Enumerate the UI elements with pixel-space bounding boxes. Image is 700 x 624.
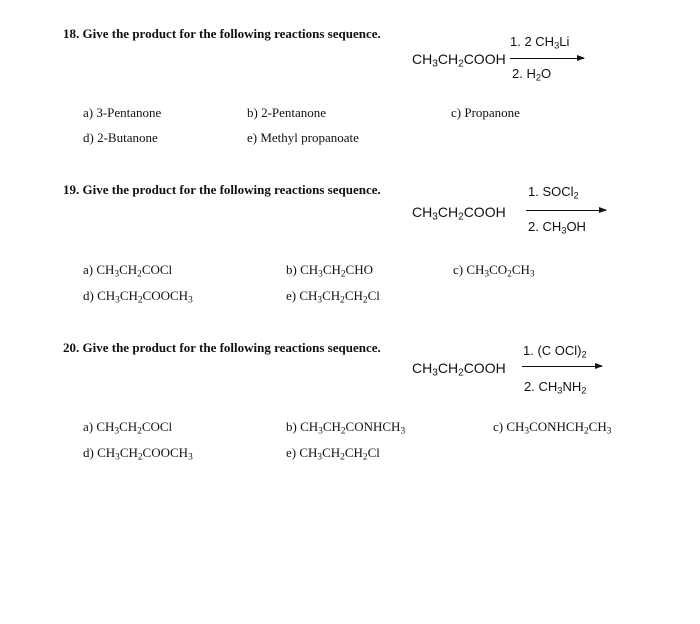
q20-option-b: b) $CH_3CH_2CONHCH_3$ — [286, 419, 406, 437]
q19-option-a: a) $CH_3CH_2COCl$ — [83, 262, 173, 280]
q19-option-d: d) $CH_3CH_2COOCH_3$ — [83, 288, 193, 306]
question-19-title: 19. Give the product for the following reactions sequence. — [63, 182, 381, 197]
q20-condition-1: 1. (C $OCl)_2$ — [523, 343, 587, 360]
q18-reactant: $CH_3CH_2COOH$ — [412, 51, 506, 70]
q20-option-d: d) $CH_3CH_2COOCH_3$ — [83, 445, 193, 463]
q18-reaction-arrow — [510, 58, 584, 59]
q20-option-c: c) $CH_3CONHCH_2CH_3$ — [493, 419, 612, 437]
q19-reaction-arrow — [526, 210, 606, 211]
q19-reactant: $CH_3CH_2COOH$ — [412, 204, 506, 223]
q19-option-c: c) $CH_3CO_2CH_3$ — [453, 262, 535, 280]
q20-option-a: a) $CH_3CH_2COCl$ — [83, 419, 173, 437]
q18-condition-1: 1. 2 $CH_3Li$ — [510, 34, 570, 51]
q20-condition-2: 2. $CH_3NH_2$ — [524, 379, 587, 396]
q20-reaction-arrow — [522, 366, 602, 367]
q18-option-d: d) 2-Butanone — [83, 130, 158, 145]
q20-option-e: e) $CH_3CH_2CH_2Cl$ — [286, 445, 380, 463]
q18-condition-2: 2. $H_2O$ — [512, 66, 552, 83]
q19-condition-2: 2. $CH_3OH$ — [528, 219, 586, 236]
question-20-title: 20. Give the product for the following reactions sequence. — [63, 340, 381, 355]
q19-option-b: b) $CH_3CH_2CHO$ — [286, 262, 373, 280]
q19-condition-1: 1. SOCl$_2$ — [528, 184, 579, 201]
q19-option-e: e) $CH_3CH_2CH_2Cl$ — [286, 288, 380, 306]
q18-option-b: b) 2-Pentanone — [247, 105, 327, 120]
q20-reactant: $CH_3CH_2COOH$ — [412, 360, 506, 379]
q18-option-e: e) Methyl propanoate — [247, 130, 359, 145]
q18-option-a: a) 3-Pentanone — [83, 105, 162, 120]
q18-option-c: c) Propanone — [451, 105, 520, 120]
question-18-title: 18. Give the product for the following reactions sequence. — [63, 26, 381, 41]
